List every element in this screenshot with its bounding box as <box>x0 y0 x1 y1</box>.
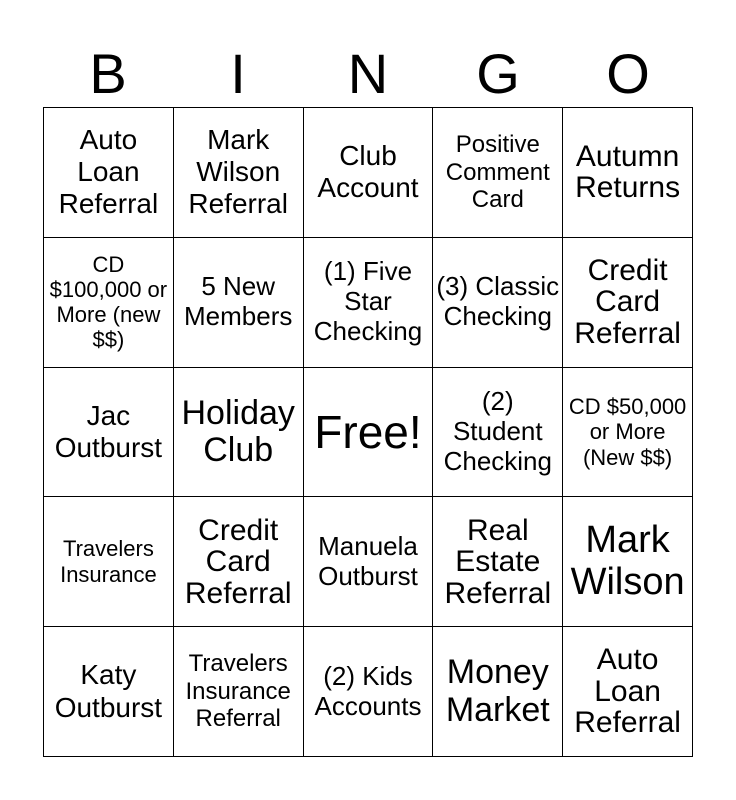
bingo-cell-r2c2[interactable]: 5 New Members <box>174 238 304 368</box>
bingo-cell-r3c1[interactable]: Jac Outburst <box>44 368 174 498</box>
bingo-cell-r4c5[interactable]: Mark Wilson <box>563 497 693 627</box>
header-letter-g: G <box>476 42 520 105</box>
bingo-card-grid <box>43 107 693 757</box>
header-letter-n: N <box>347 42 389 105</box>
bingo-cell-r1c1[interactable]: Auto Loan Referral <box>44 108 174 238</box>
bingo-cell-r5c3[interactable]: (2) Kids Accounts <box>304 627 434 757</box>
bingo-cell-r2c1[interactable]: CD $100,000 or More (new $$) <box>44 238 174 368</box>
bingo-cell-r3c5[interactable]: CD $50,000 or More (New $$) <box>563 368 693 498</box>
bingo-cell-r4c4[interactable]: Real Estate Referral <box>433 497 563 627</box>
bingo-cell-r5c1[interactable]: Katy Outburst <box>44 627 174 757</box>
bingo-cell-r5c5[interactable]: Auto Loan Referral <box>563 627 693 757</box>
bingo-cell-r1c3[interactable]: Club Account <box>304 108 434 238</box>
bingo-cell-r4c3[interactable]: Manuela Outburst <box>304 497 434 627</box>
bingo-cell-r1c5[interactable]: Autumn Returns <box>563 108 693 238</box>
bingo-cell-r3c2[interactable]: Holiday Club <box>174 368 304 498</box>
header-letter-b: B <box>89 42 127 105</box>
bingo-cell-r2c3[interactable]: (1) Five Star Checking <box>304 238 434 368</box>
bingo-cell-r1c4[interactable]: Positive Comment Card <box>433 108 563 238</box>
bingo-cell-free[interactable]: Free! <box>304 368 434 498</box>
bingo-header <box>43 44 693 104</box>
bingo-cell-r2c4[interactable]: (3) Classic Checking <box>433 238 563 368</box>
bingo-cell-r5c2[interactable]: Travelers Insurance Referral <box>174 627 304 757</box>
bingo-cell-r2c5[interactable]: Credit Card Referral <box>563 238 693 368</box>
header-letter-i: I <box>230 42 246 105</box>
bingo-cell-r5c4[interactable]: Money Market <box>433 627 563 757</box>
bingo-cell-r3c4[interactable]: (2) Student Checking <box>433 368 563 498</box>
header-letter-o: O <box>606 42 650 105</box>
bingo-cell-r4c2[interactable]: Credit Card Referral <box>174 497 304 627</box>
bingo-cell-r1c2[interactable]: Mark Wilson Referral <box>174 108 304 238</box>
bingo-cell-r4c1[interactable]: Travelers Insurance <box>44 497 174 627</box>
